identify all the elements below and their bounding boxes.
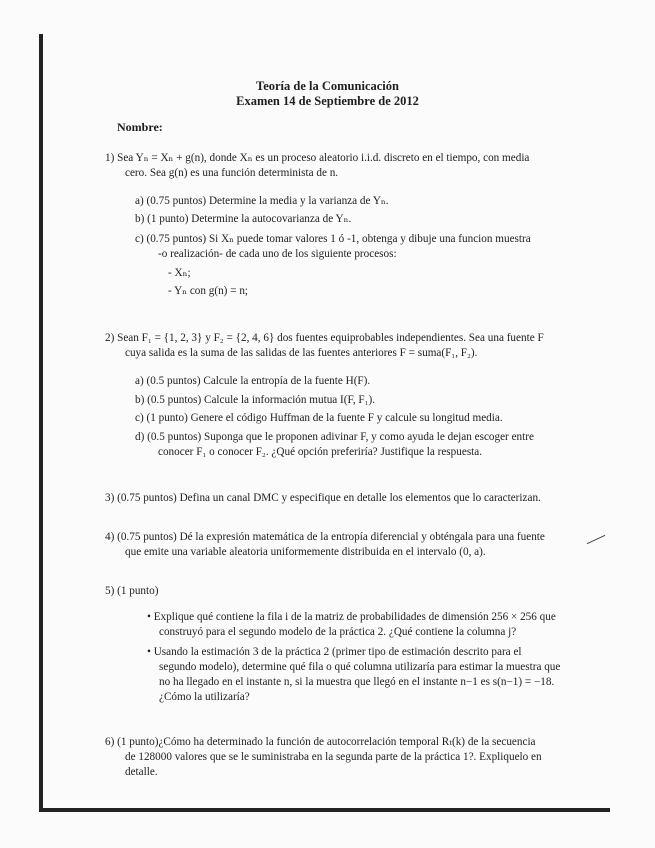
- q1-line-1: 1) Sea Yₙ = Xₙ + g(n), donde Xₙ es un proceso aleatorio i.i.d. discreto en el tiempo, con media: [105, 152, 530, 164]
- q6-line-2: de 128000 valores que se le suministraba en la segunda parte de la práctica 1?. Expliquelo en: [125, 751, 542, 763]
- q4-line-1: 4) (0.75 puntos) Dé la expresión matemática de la entropía diferencial y obténgala para una fuente: [105, 531, 545, 543]
- page-bottom-edge: [39, 808, 610, 812]
- q1-item-c-process-2: - Yₙ con g(n) = n;: [168, 285, 249, 297]
- q2-item-a: a) (0.5 puntos) Calcule la entropía de la fuente H(F).: [135, 375, 371, 387]
- page-left-edge: [39, 34, 43, 812]
- q5-bullet-1-line-1: • Explique qué contiene la fila i de la matriz de probabilidades de dimensión 256 × 256 que: [147, 611, 556, 623]
- q4-line-2: que emite una variable aleatoria uniformemente distribuida en el intervalo (0, a).: [125, 546, 486, 558]
- q5-bullet-2-line-3: no ha llegado en el instante n, si la muestra que llegó en el instante n−1 es s(n−1) = −18.: [159, 676, 555, 688]
- q2-item-d-line-2: conocer F₁ o conocer F₂. ¿Qué opción preferiría? Justifique la respuesta.: [158, 446, 483, 458]
- q1-item-c-process-1: - Xₙ;: [168, 267, 191, 279]
- q5-line-1: 5) (1 punto): [105, 585, 159, 597]
- exam-title: Teoría de la Comunicación: [256, 79, 399, 93]
- q1-line-2: cero. Sea g(n) es una función determinista de n.: [125, 167, 339, 179]
- q5-bullet-2-line-2: segundo modelo), determine qué fila o qué columna utilizaría para estimar la muestra que: [159, 661, 561, 673]
- q5-bullet-2-line-1: • Usando la estimación 3 de la práctica 2 (primer tipo de estimación descrito para el: [147, 646, 522, 658]
- q5-bullet-1-line-2: construyó para el segundo modelo de la práctica 2. ¿Qué contiene la columna j?: [159, 626, 517, 638]
- q6-line-1: 6) (1 punto)¿Cómo ha determinado la función de autocorrelación temporal Rₜ(k) de la secuencia: [105, 736, 536, 748]
- q1-item-c-line-2: -o realización- de cada uno de los siguiente procesos:: [158, 248, 397, 260]
- q1-item-a: a) (0.75 puntos) Determine la media y la varianza de Yₙ.: [135, 195, 389, 207]
- q6-line-3: detalle.: [125, 766, 158, 778]
- exam-subtitle: Examen 14 de Septiembre de 2012: [236, 94, 419, 108]
- q5-bullet-2-line-4: ¿Cómo la utilizaría?: [159, 691, 250, 703]
- q3-line-1: 3) (0.75 puntos) Defina un canal DMC y especifique en detalle los elementos que lo caracterizan.: [105, 492, 541, 504]
- q1-item-c-line-1: c) (0.75 puntos) Si Xₙ puede tomar valores 1 ó -1, obtenga y dibuje una funcion muestra: [135, 233, 531, 245]
- pen-mark: [587, 535, 606, 544]
- q2-item-b: b) (0.5 puntos) Calcule la información mutua I(F, F₁).: [135, 394, 376, 406]
- name-label: Nombre:: [117, 120, 163, 134]
- q2-item-c: c) (1 punto) Genere el código Huffman de la fuente F y calcule su longitud media.: [135, 412, 503, 424]
- q2-line-1: 2) Sean F₁ = {1, 2, 3} y F₂ = {2, 4, 6} dos fuentes equiprobables independientes. Sea una fuente F: [105, 332, 544, 344]
- q2-line-2: cuya salida es la suma de las salidas de las fuentes anteriores F = suma(F₁, F₂).: [125, 347, 478, 359]
- q2-item-d-line-1: d) (0.5 puntos) Suponga que le proponen adivinar F, y como ayuda le dejan escoger entre: [135, 431, 534, 443]
- q1-item-b: b) (1 punto) Determine la autocovarianza de Yₙ.: [135, 213, 352, 225]
